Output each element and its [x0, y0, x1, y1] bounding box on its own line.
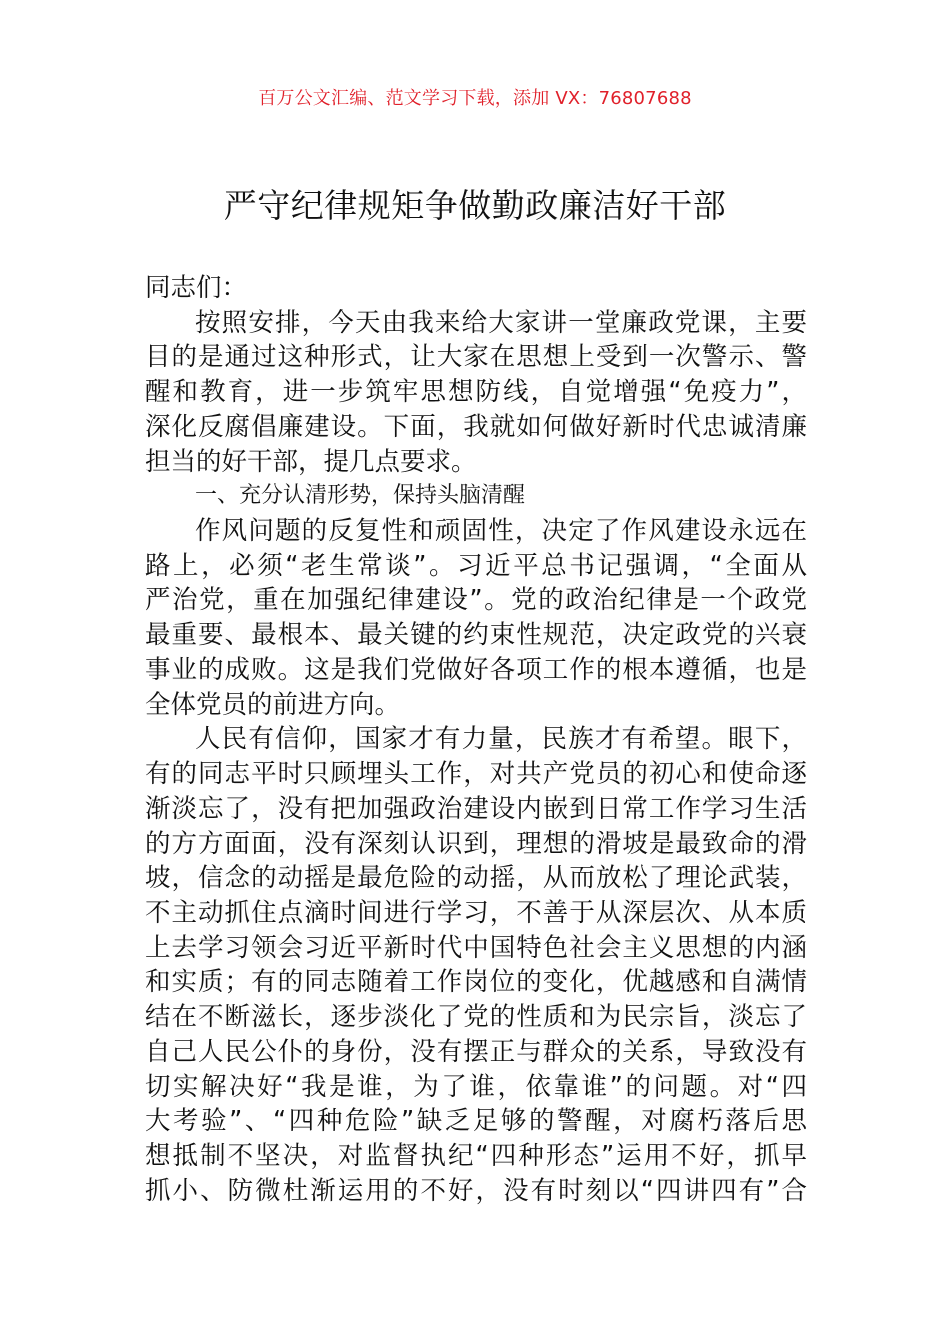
paragraph-line: 的方方面面，没有深刻认识到，理想的滑坡是最致命的滑 — [145, 828, 807, 859]
document-title: 严守纪律规矩争做勤政廉洁好干部 — [223, 186, 727, 225]
paragraph-line: 醒和教育，进一步筑牢思想防线，自觉增强“免疫力”， — [145, 377, 807, 408]
paragraph-line: 作风问题的反复性和顽固性，决定了作风建设永远在 — [195, 516, 807, 547]
paragraph-line: 上去学习领会习近平新时代中国特色社会主义思想的内涵 — [145, 932, 807, 963]
paragraph-line: 事业的成败。这是我们党做好各项工作的根本遵循，也是 — [145, 654, 807, 685]
paragraph-line: 人民有信仰，国家才有力量，民族才有希望。眼下， — [195, 724, 807, 755]
watermark-header: 百万公文汇编、范文学习下载，添加 VX：76807688 — [258, 88, 692, 109]
document-body — [145, 271, 807, 1208]
paragraph-line: 深化反腐倡廉建设。下面，我就如何做好新时代忠诚清廉 — [145, 411, 807, 442]
paragraph-line: 全体党员的前进方向。 — [145, 689, 401, 720]
paragraph-line: 自己人民公仆的身份，没有摆正与群众的关系，导致没有 — [145, 1036, 807, 1067]
paragraph-line: 结在不断滋长，逐步淡化了党的性质和为民宗旨，淡忘了 — [145, 1002, 807, 1033]
paragraph-line: 抓小、防微杜渐运用的不好，没有时刻以“四讲四有”合 — [145, 1175, 807, 1206]
paragraph-line: 切实解决好“我是谁，为了谁，依靠谁”的问题。对“四 — [145, 1071, 807, 1102]
paragraph-line: 大考验”、“四种危险”缺乏足够的警醒，对腐朽落后思 — [145, 1106, 807, 1137]
paragraph-line: 按照安排，今天由我来给大家讲一堂廉政党课，主要 — [195, 307, 807, 338]
paragraph-line: 想抵制不坚决，对监督执纪“四种形态”运用不好，抓早 — [145, 1140, 807, 1171]
paragraph-line: 和实质；有的同志随着工作岗位的变化，优越感和自满情 — [145, 967, 807, 998]
paragraph-line: 目的是通过这种形式，让大家在思想上受到一次警示、警 — [145, 342, 807, 373]
paragraph-line: 担当的好干部，提几点要求。 — [145, 446, 477, 477]
section-heading: 一、充分认清形势，保持头脑清醒 — [195, 483, 526, 509]
salutation: 同志们： — [145, 273, 248, 303]
paragraph-line: 坡，信念的动摇是最危险的动摇，从而放松了理论武装， — [145, 863, 807, 894]
paragraph-line: 最重要、最根本、最关键的约束性规范，决定政党的兴衰 — [145, 620, 807, 651]
paragraph-line: 不主动抓住点滴时间进行学习，不善于从深层次、从本质 — [145, 897, 807, 928]
paragraph-line: 严治党，重在加强纪律建设”。党的政治纪律是一个政党 — [145, 585, 807, 616]
paragraph-line: 渐淡忘了，没有把加强政治建设内嵌到日常工作学习生活 — [145, 793, 807, 824]
paragraph-line: 有的同志平时只顾埋头工作，对共产党员的初心和使命逐 — [145, 759, 807, 790]
paragraph-line: 路上，必须“老生常谈”。习近平总书记强调，“全面从 — [145, 550, 807, 581]
